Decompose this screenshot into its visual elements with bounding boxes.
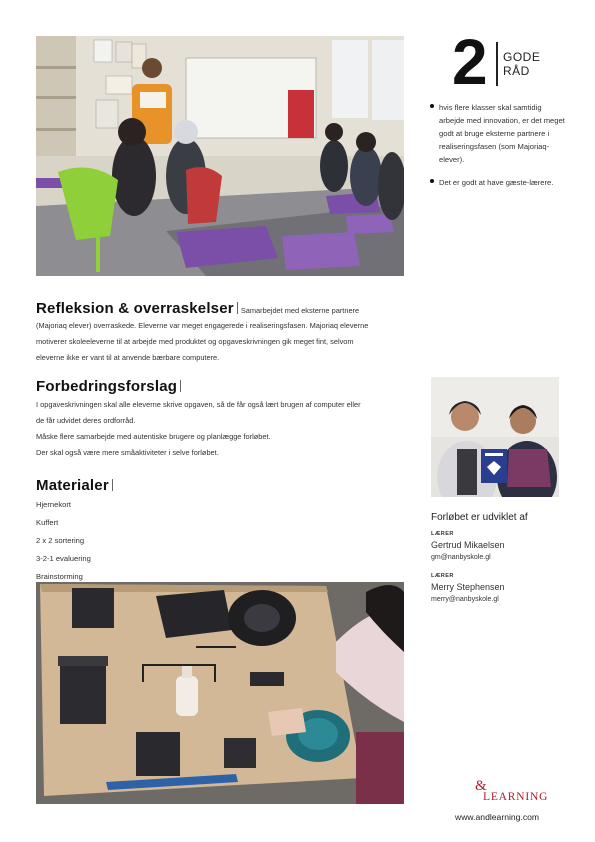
material-item: Hjernekort (36, 500, 72, 509)
model-photo (36, 582, 404, 804)
credit-email[interactable]: gm@nanbyskole.gl (431, 554, 491, 561)
improvement-line: de får udvidet deres ordforråd. (36, 416, 136, 425)
teachers-photo (431, 377, 559, 497)
title-divider (237, 302, 238, 314)
logo-word: LEARNING (483, 791, 549, 803)
credit-person (431, 531, 571, 561)
logo-ampersand: & (475, 778, 487, 794)
credit-email[interactable]: merry@nanbyskole.gl (431, 596, 499, 603)
material-item: Kuffert (36, 518, 59, 527)
material-item: 3-2-1 evaluering (36, 554, 91, 563)
reflection-line: (Majoriaq elever) overraskede. Eleverne var meget engagerede i realiseringsfasen. Majoriaq eleverne (36, 321, 369, 330)
reflection-section (36, 300, 416, 366)
improvement-line: I opgaveskrivningen skal alle eleverne skrive opgaven, så de får også lært brugen af computer eller (36, 400, 361, 409)
improvement-line: Måske flere samarbejde med autentiske brugere og planlægge forløbet. (36, 432, 271, 441)
material-item: 2 x 2 sortering (36, 536, 85, 545)
improvements-title: Forbedringsforslag (36, 378, 178, 395)
tips-number: 2 (452, 26, 488, 98)
material-item: Brainstorming (36, 572, 83, 581)
materials-title: Materialer (36, 477, 109, 494)
reflection-title: Refleksion & overraskelser (36, 300, 234, 317)
credit-name: Gertrud Mikaelsen (431, 540, 505, 550)
improvement-line: Der skal også være mere småaktiviteter i selve forløbet. (36, 448, 219, 457)
title-divider (180, 380, 181, 392)
title-divider (112, 479, 113, 491)
credits-heading: Forløbet er udviklet af (431, 512, 528, 523)
tips-label-line2: RÅD (503, 64, 530, 78)
tips-label (503, 50, 540, 78)
tips-label-line1: GODE (503, 50, 541, 64)
reflection-line: motiverer skoleeleverne til at arbejde med produktet og opgaveskrivningen gik meget fint, selvom (36, 337, 354, 346)
bullet-icon (430, 179, 434, 183)
reflection-inline-text: Samarbejdet med eksterne partnere (240, 306, 360, 315)
credit-role: LÆRER (431, 573, 454, 579)
credit-name: Merry Stephensen (431, 582, 505, 592)
reflection-line: eleverne ikke er vant til at anvende bærbare computere. (36, 353, 220, 362)
tips-divider (496, 42, 498, 86)
tips-list (430, 101, 565, 199)
credits-panel (431, 512, 571, 615)
credit-role: LÆRER (431, 531, 454, 537)
tip-text: Det er godt at have gæste-lærere. (439, 178, 554, 187)
improvements-section (36, 377, 406, 461)
bullet-icon (430, 104, 434, 108)
credit-person (431, 573, 571, 603)
materials-section (36, 476, 406, 586)
andlearning-logo (475, 778, 565, 806)
tip-item (430, 101, 565, 166)
tip-item (430, 176, 565, 189)
classroom-photo (36, 36, 404, 276)
footer-url[interactable]: www.andlearning.com (455, 812, 540, 822)
tip-text: hvis flere klasser skal samtidig arbejde med innovation, er det meget godt at bruge eksterne partnere i realiseringsfasen (som Majoriaq-elever). (439, 103, 565, 164)
